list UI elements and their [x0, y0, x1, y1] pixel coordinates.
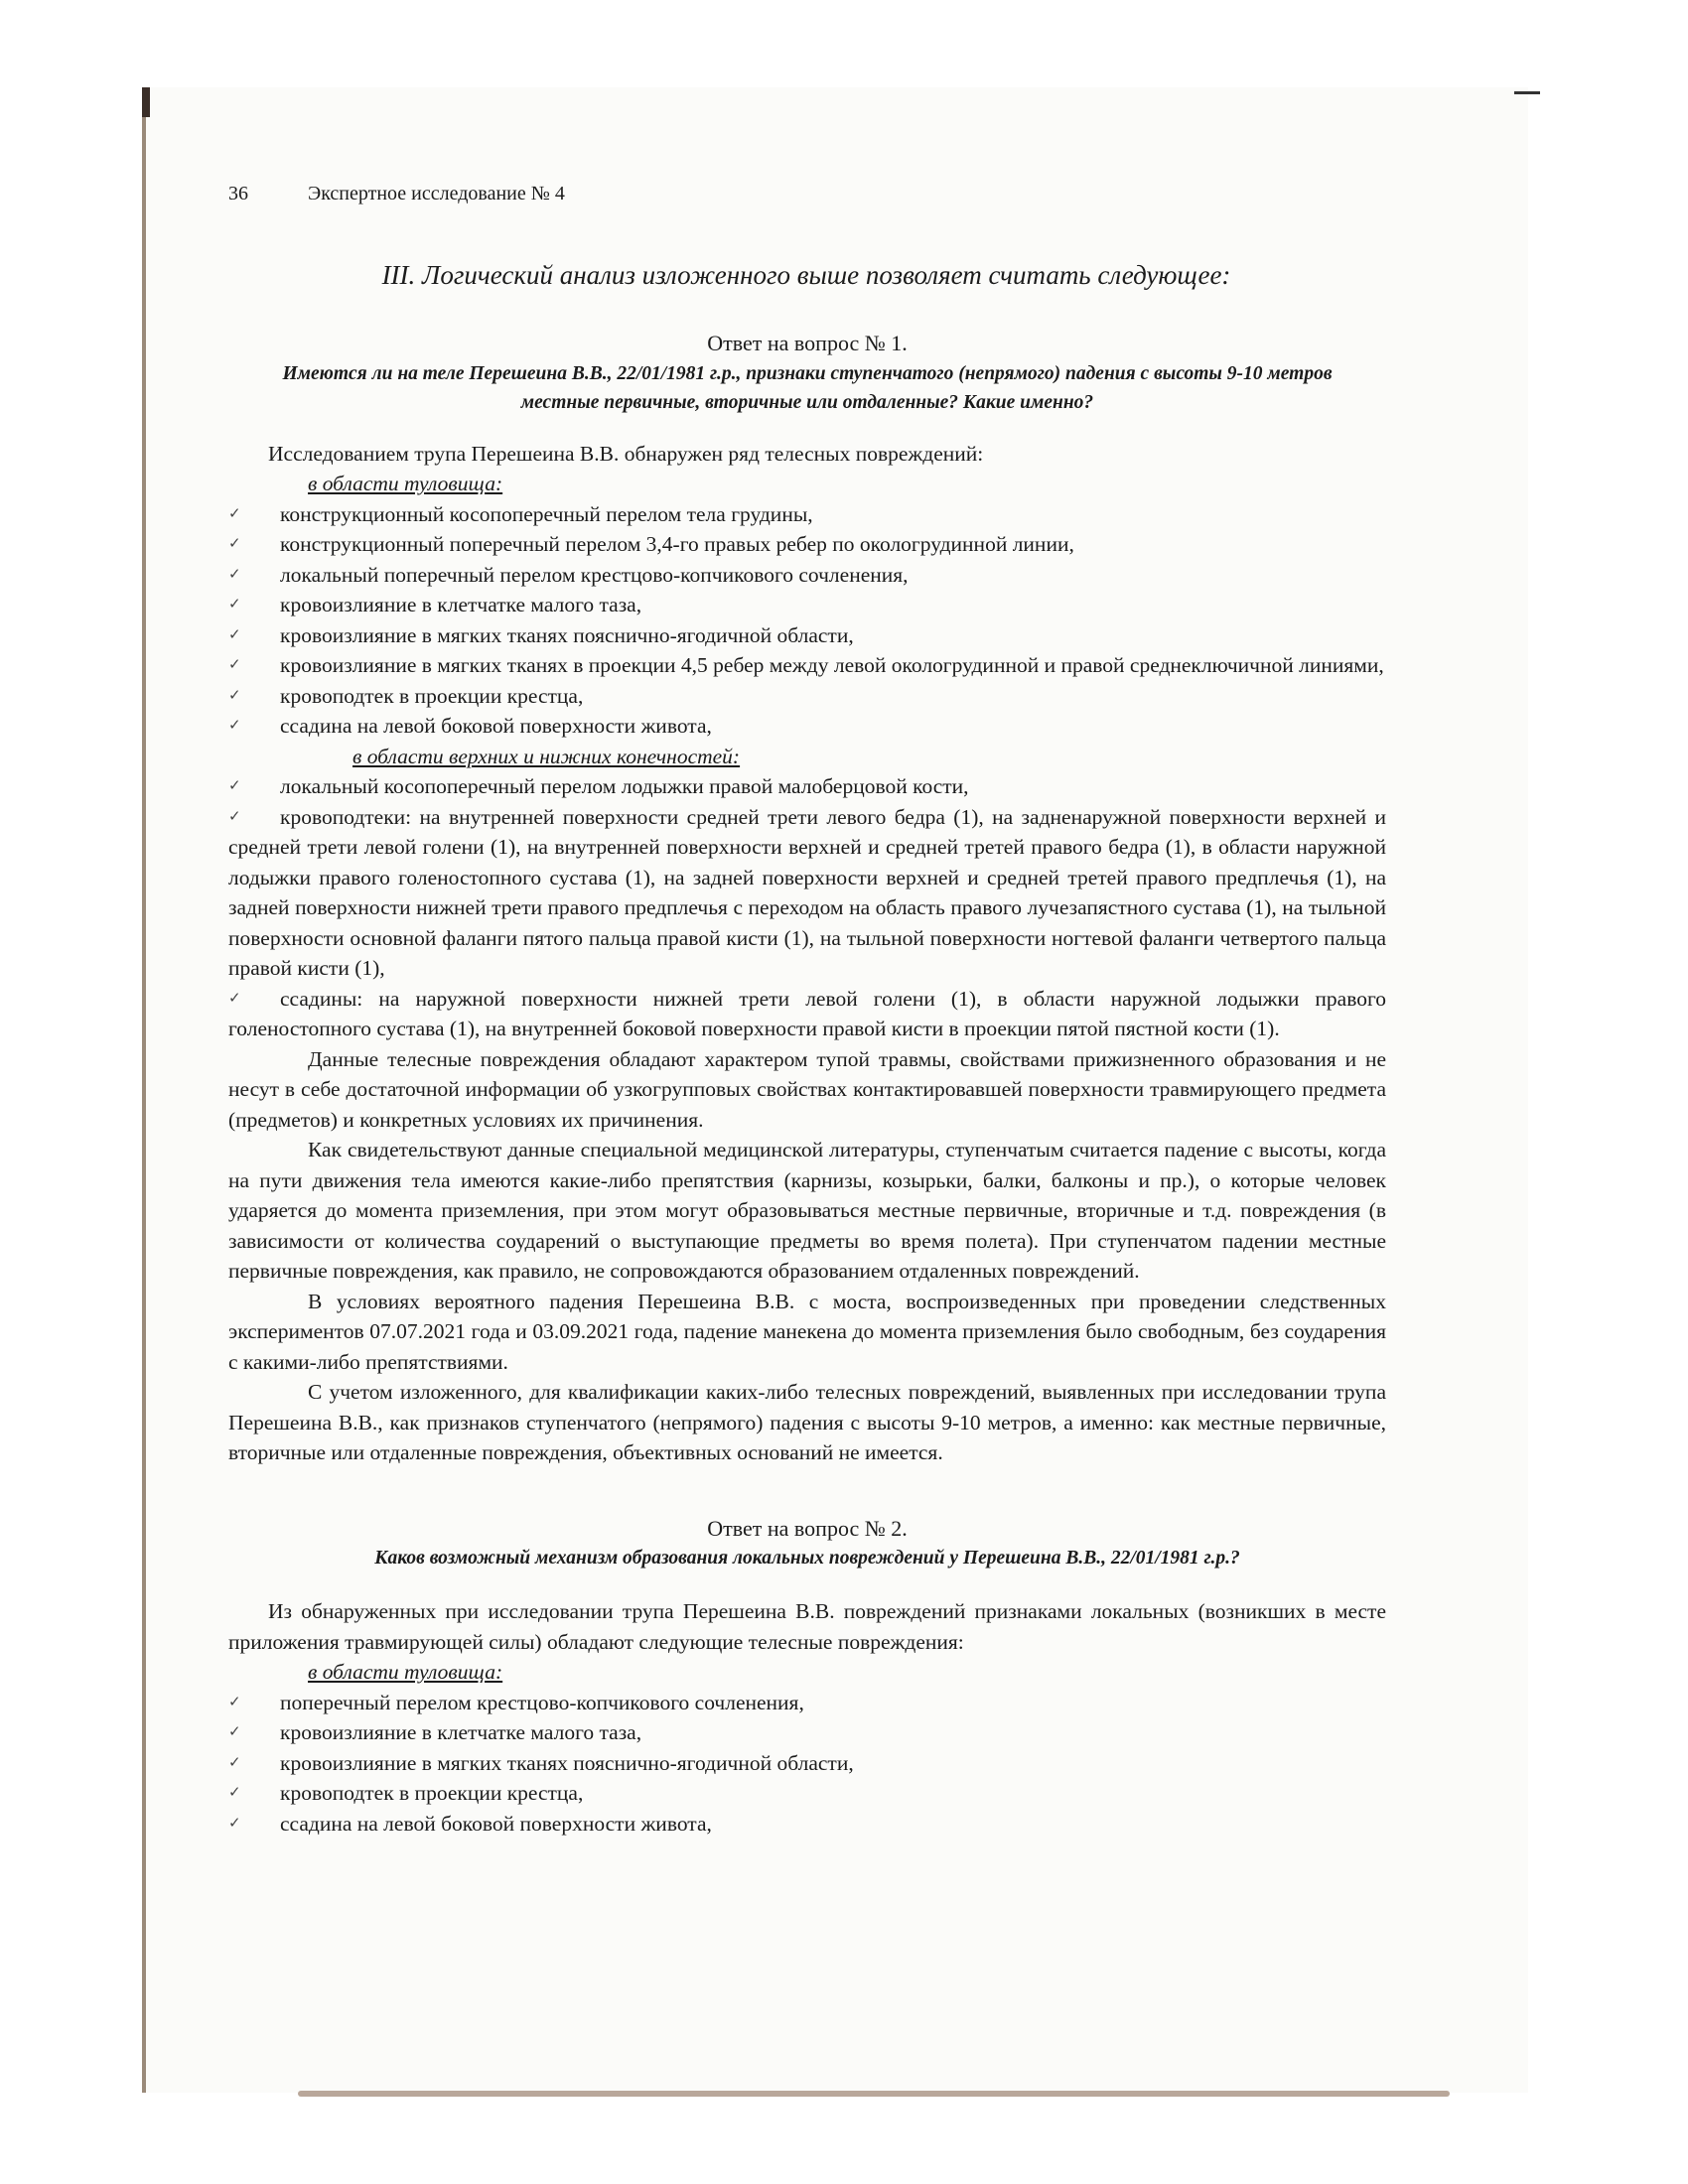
answer-2-intro: Из обнаруженных при исследовании трупа Перешеина В.В. повреждений признаками локальных (возникших в месте приложения травмирующей силы) обладают следующие телесные повреждения: [228, 1599, 1386, 1654]
answer-1-question: Имеются ли на теле Перешеина В.В., 22/01/1981 г.р., признаки ступенчатого (непрямого) падения с высоты 9-10 метров местные первичные, вторичные или отдаленные? Какие именно? [282, 362, 1333, 413]
check-mark-icon: ✓ [228, 808, 241, 825]
list-item: ✓ ссадина на левой боковой поверхности живота, [228, 1809, 1386, 1840]
page-number: 36 [228, 183, 248, 205]
running-head [228, 183, 565, 205]
local-injury-list [228, 1688, 1386, 1840]
list-item: ✓ кровоизлияние в мягких тканях пояснично-ягодичной области, [228, 1748, 1386, 1779]
paragraph: Как свидетельствуют данные специальной медицинской литературы, ступенчатым считается падение с высоты, когда на пути движения тела имеются какие-либо препятствия (карнизы, козырьки, балки, балконы и пр.), о которые человек ударяется до момента приземления, при этом могут образовываться местные первичные, вторичные и т.д. повреждения (в зависимости от количества соударений о выступающие предметы во время полета). При ступенчатом падении местные первичные повреждения, как правило, не сопровождаются образованием отдаленных повреждений. [228, 1138, 1386, 1283]
check-mark-icon: ✓ [228, 778, 241, 794]
check-mark-icon: ✓ [228, 1724, 241, 1740]
check-mark-icon: ✓ [228, 1815, 241, 1832]
torso-heading: в области туловища: [308, 1660, 503, 1684]
limbs-heading: в области верхних и нижних конечностей: [352, 744, 741, 768]
list-item: ✓ кровоизлияние в клетчатке малого таза, [228, 1717, 1386, 1748]
check-mark-icon: ✓ [228, 990, 241, 1007]
list-item: ✓ кровоподтек в проекции крестца, [228, 1778, 1386, 1809]
paragraph: В условиях вероятного падения Перешеина В.В. с моста, воспроизведенных при проведении следственных экспериментов 07.07.2021 года и 03.09.2021 года, падение манекена до момента приземления было свободным, без соударения с какими-либо препятствиями. [228, 1289, 1386, 1374]
list-item: ✓ кровоизлияние в мягких тканях пояснично-ягодичной области, [228, 620, 1386, 651]
torso-heading: в области туловища: [308, 472, 503, 495]
list-item: ✓ локальный косопоперечный перелом лодыжки правой малоберцовой кости, [228, 771, 1386, 802]
list-item: ✓ кровоподтек в проекции крестца, [228, 681, 1386, 712]
list-item: ✓ кровоизлияние в мягких тканях в проекции 4,5 ребер между левой окологрудинной и правой среднеключичной линиями, [228, 650, 1386, 681]
check-mark-icon: ✓ [228, 1694, 241, 1710]
check-mark-icon: ✓ [228, 1754, 241, 1771]
answer-2-title: Ответ на вопрос № 2. [707, 1515, 908, 1541]
limbs-injury-list [228, 771, 1386, 1044]
answer-1-intro: Исследованием трупа Перешеина В.В. обнаружен ряд телесных повреждений: [268, 441, 984, 466]
check-mark-icon: ✓ [228, 687, 241, 704]
list-item: ✓ ссадины: на наружной поверхности нижней трети левой голени (1), в области наружной лодыжки правого голеностопного сустава (1), на внутренней боковой поверхности правой кисти в проекции пятой пястной кости (1). [228, 984, 1386, 1044]
check-mark-icon: ✓ [228, 1785, 241, 1801]
paragraph: С учетом изложенного, для квалификации каких-либо телесных повреждений, выявленных при исследовании трупа Перешеина В.В., как признаков ступенчатого (непрямого) падения с высоты 9-10 метров, а именно: как местные первичные, вторичные или отдаленные повреждения, объективных оснований не имеется. [228, 1380, 1386, 1464]
check-mark-icon: ✓ [228, 657, 241, 673]
scan-edge-mark [1514, 91, 1540, 94]
answer-2-question: Каков возможный механизм образования локальных повреждений у Перешеина В.В., 22/01/1981 г.р.? [374, 1548, 1240, 1569]
check-mark-icon: ✓ [228, 718, 241, 734]
check-mark-icon: ✓ [228, 597, 241, 613]
scan-edge-mark [142, 87, 150, 117]
list-item: ✓ конструкционный поперечный перелом 3,4-го правых ребер по окологрудинной линии, [228, 529, 1386, 560]
paragraph: Данные телесные повреждения обладают характером тупой травмы, свойствами прижизненного образования и не несут в себе достаточной информации об узкогрупповых свойствах контактировавшей поверхности травмирующего предмета (предметов) и конкретных условиях их причинения. [228, 1046, 1386, 1132]
section-title: III. Логический анализ изложенного выше позволяет считать следующее: [381, 260, 1231, 290]
document-body [228, 323, 1386, 1839]
torso-injury-list [228, 499, 1386, 742]
list-item: ✓ локальный поперечный перелом крестцово-копчикового сочленения, [228, 560, 1386, 591]
check-mark-icon: ✓ [228, 505, 241, 522]
scan-bottom-edge [298, 2091, 1450, 2097]
list-item: ✓ поперечный перелом крестцово-копчикового сочленения, [228, 1688, 1386, 1718]
list-item: ✓ кровоизлияние в клетчатке малого таза, [228, 590, 1386, 620]
check-mark-icon: ✓ [228, 536, 241, 552]
check-mark-icon: ✓ [228, 626, 241, 643]
list-item: ✓ ссадина на левой боковой поверхности живота, [228, 711, 1386, 742]
running-title: Экспертное исследование № 4 [308, 183, 565, 205]
check-mark-icon: ✓ [228, 566, 241, 583]
list-item: ✓ кровоподтеки: на внутренней поверхности средней трети левого бедра (1), на задненаружной поверхности верхней и средней трети левой голени (1), на внутренней поверхности верхней и средней третей правого бедра (1), в области наружной лодыжки правого голеностопного сустава (1), на задней поверхности верхней и средней третей правого предплечья (1), на задней поверхности нижней трети правого предплечья с переходом на область правого лучезапястного сустава (1), на тыльной поверхности основной фаланги пятого пальца правой кисти (1), на тыльной поверхности ногтевой фаланги четвертого пальца правой кисти (1), [228, 802, 1386, 984]
answer-1-title: Ответ на вопрос № 1. [707, 331, 908, 355]
list-item: ✓ конструкционный косопоперечный перелом тела грудины, [228, 499, 1386, 530]
